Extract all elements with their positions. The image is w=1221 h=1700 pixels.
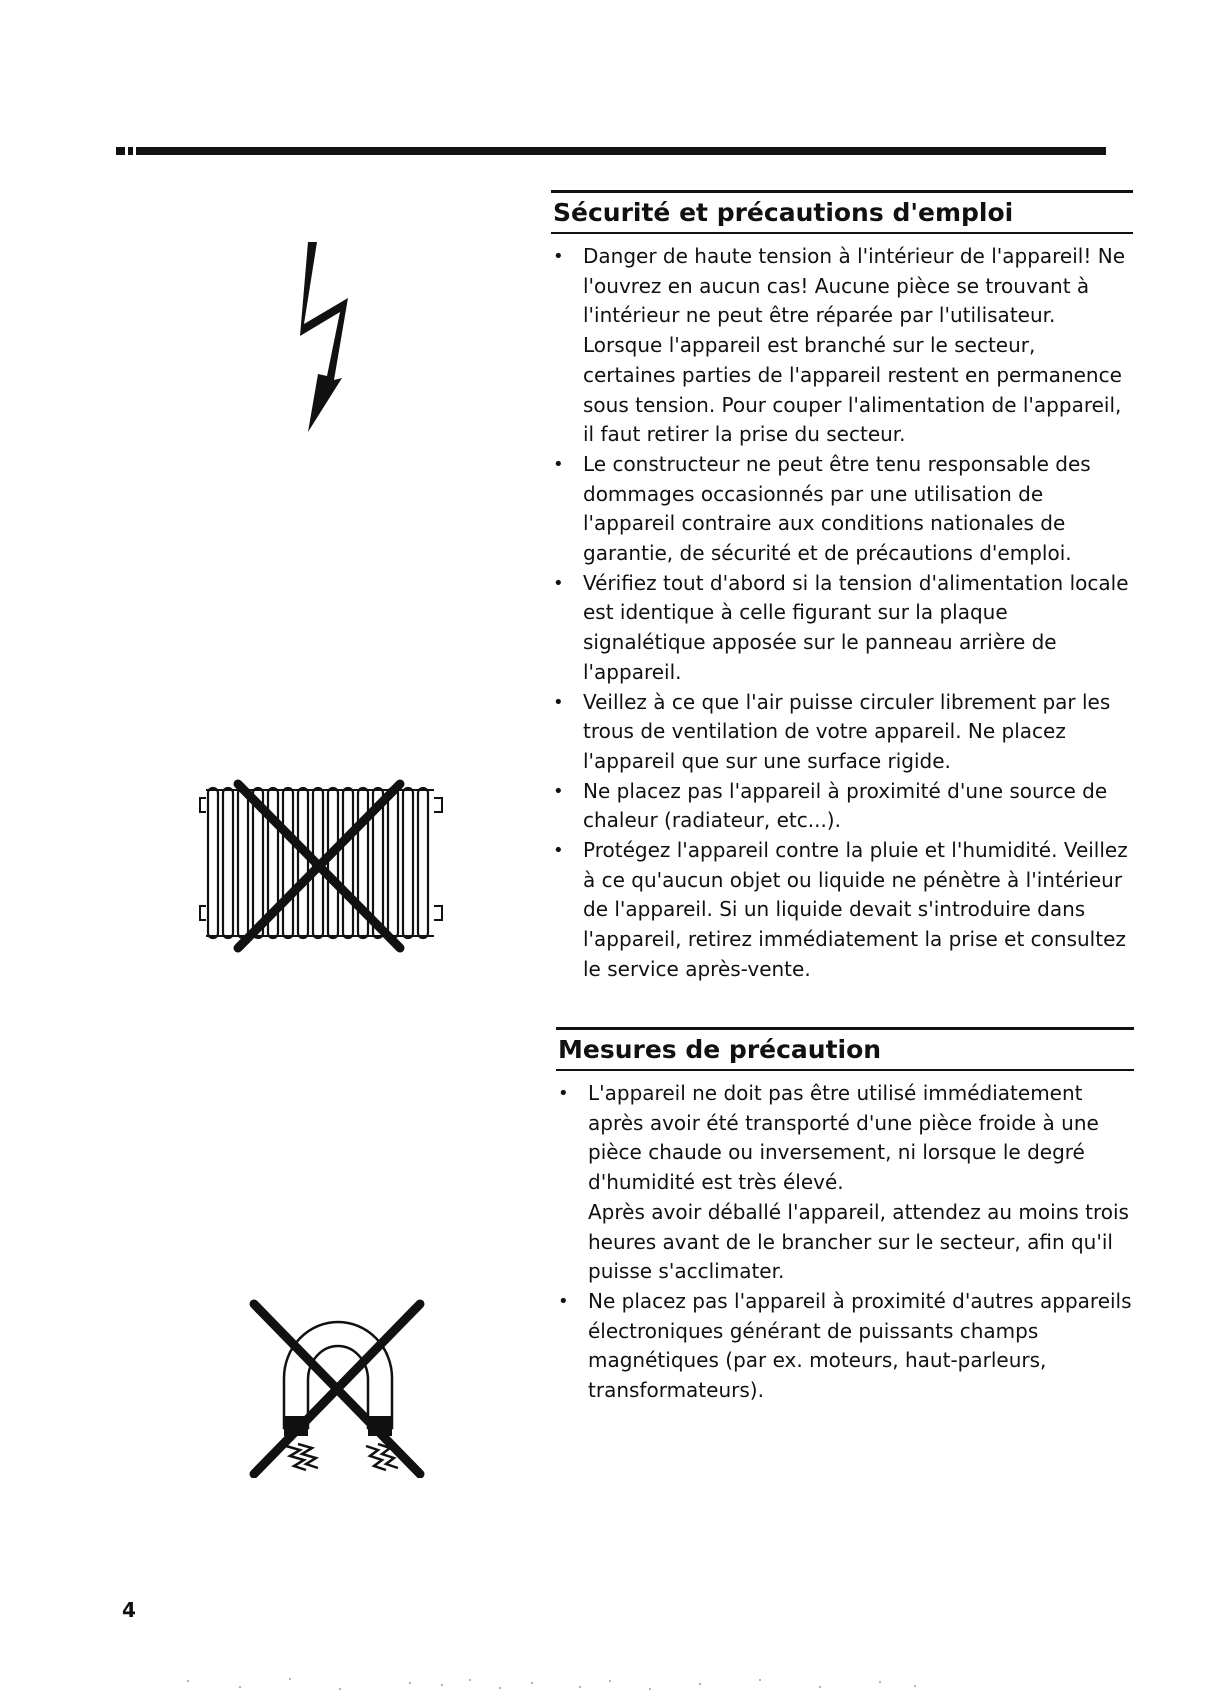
list-item — [556, 1287, 1134, 1406]
crossed-magnet-icon — [248, 1298, 428, 1478]
list-item-continuation: Après avoir déballé l'appareil, attendez au moins trois heures avant de le brancher sur le secteur, afin qu'il puisse s'acclimater. — [588, 1199, 1129, 1284]
list-item-text: Ne placez pas l'appareil à proximité d'une source de chaleur (radiateur, etc...). — [583, 778, 1108, 833]
top-rule — [116, 147, 1106, 155]
list-item — [556, 1079, 1134, 1287]
list-item — [551, 569, 1133, 688]
section-rule — [556, 1027, 1134, 1030]
list-item-text: L'appareil ne doit pas être utilisé immédiatement après avoir été transporté d'une pièce froide à une pièce chaude ou inversement, ni lorsque le degré d'humidité est très élevé. — [588, 1081, 1099, 1195]
page-number: 4 — [122, 1598, 136, 1622]
section-title: Mesures de précaution — [558, 1035, 882, 1064]
list-item — [551, 450, 1133, 569]
scan-speckles — [180, 1675, 940, 1697]
section-rule — [551, 190, 1133, 193]
crossed-radiator-icon — [190, 778, 460, 954]
list-item — [551, 836, 1133, 985]
list-item — [551, 688, 1133, 777]
list-item-continuation: Lorsque l'appareil est branché sur le secteur, certaines parties de l'appareil restent en permanence sous tension. Pour couper l'alimentation de l'appareil, il faut retirer la prise du secteur. — [583, 333, 1122, 447]
list-item-text: Ne placez pas l'appareil à proximité d'autres appareils électroniques générant de puissants champs magnétiques (par ex. moteurs, haut-parleurs, transformateurs). — [588, 1288, 1132, 1403]
section-rule — [556, 1069, 1134, 1071]
list-item-text: Protégez l'appareil contre la pluie et l'humidité. Veillez à ce qu'aucun objet ou liquide ne pénètre à l'intérieur de l'appareil. Si un liquide devait s'introduire dans l'appareil, retirez immédiatement la prise et consultez le service après-vente. — [583, 838, 1128, 981]
list-item-text: Vérifiez tout d'abord si la tension d'alimentation locale est identique à celle figurant sur la plaque signalétique apposée sur le panneau arrière de l'appareil. — [583, 570, 1129, 684]
list-item — [551, 242, 1133, 450]
list-item-text: Veillez à ce que l'air puisse circuler librement par les trous de ventilation de votre appareil. Ne placez l'appareil que sur une surface rigide. — [583, 689, 1111, 773]
bullet-list — [556, 1079, 1134, 1406]
list-item-text: Danger de haute tension à l'intérieur de l'appareil! Ne l'ouvrez en aucun cas! Aucune pièce se trouvant à l'intérieur ne peut être réparée par l'utilisateur. — [583, 244, 1125, 328]
bullet-list — [551, 242, 1133, 985]
section-safety — [551, 190, 1133, 985]
list-item-text: Le constructeur ne peut être tenu responsable des dommages occasionnés par une utilisation de l'appareil contraire aux conditions nationales de garantie, de sécurité et de précautions d'emploi. — [583, 451, 1091, 566]
section-title: Sécurité et précautions d'emploi — [553, 198, 1014, 227]
section-rule — [551, 232, 1133, 234]
section-precautions — [556, 1027, 1134, 1406]
lightning-bolt-icon — [300, 240, 360, 440]
list-item — [551, 777, 1133, 836]
